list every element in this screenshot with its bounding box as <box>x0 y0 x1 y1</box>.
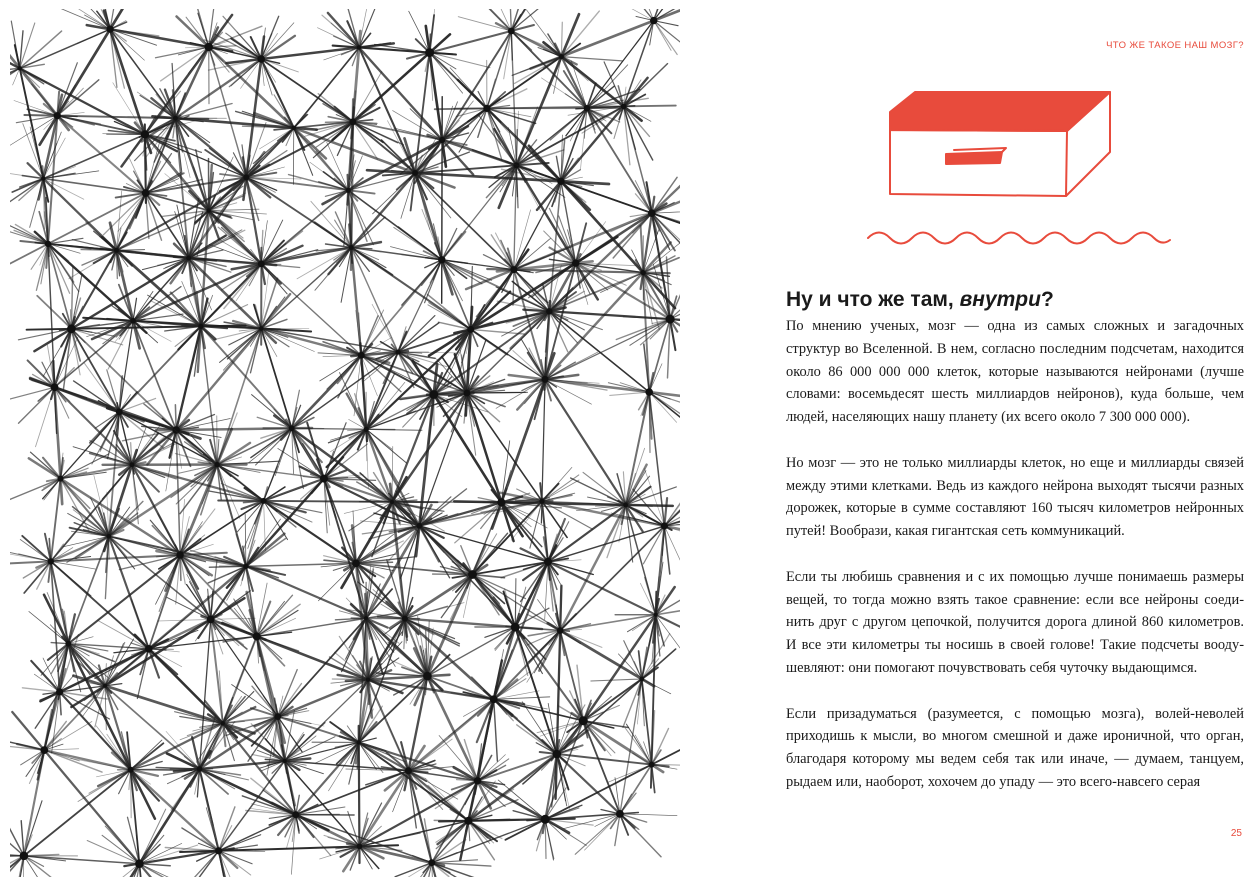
paragraph: Если призадуматься (разумеется, с помощью мозга), волей-неволей приходишь к мысли, во многом смешной и даже ироничной, что орган, благодаря которому мы ведем себя так или иначе, — думаем, танцуем, рыдаем или, наоборот, хохочем до упаду — это всего-навсего серая <box>786 705 1244 790</box>
drawer-box-illustration <box>860 84 1190 254</box>
paragraph: По мнению ученых, мозг — одна из самых сложных и загадочных структур во Вселенной. В нем, согласно последним подсчетам, находится около 86 000 000 000 клеток, которые называются нейронами (лучше словами: восемьдесят шесть миллиардов нейронов), куда больше, чем людей, населяющих нашу планету (их всего около 7 300 000 000). <box>786 318 1244 426</box>
neuron-network-illustration <box>10 9 680 877</box>
heading-emphasis: внутри <box>959 288 1041 311</box>
running-head: ЧТО ЖЕ ТАКОЕ НАШ МОЗГ? <box>1106 40 1244 51</box>
body-text <box>786 315 1244 817</box>
neuron-network-drawing <box>10 9 680 877</box>
section-heading: Ну и что же там, внутри? <box>786 288 1054 311</box>
paragraph: Но мозг — это не только миллиарды клеток, но еще и миллиарды связей между этими клетками. Ведь из каждого нейрона выходят тысячи разных дорожек, которые в сумме составляют 160 тысяч километров нейронных путей! Вообрази, какая гигантская сеть коммуникаций. <box>786 454 1244 540</box>
right-page <box>690 0 1260 887</box>
page-number: 25 <box>1230 828 1242 839</box>
paragraph: Если ты любишь сравнения и с их помощью лучше понимаешь размеры вещей, то тогда можно взять такое сравнение: если все нейроны соединить друг с другом цепочкой, получится дорога длиной 860 километров. И все эти километры ты носишь в своей голове! Такие подсчеты воодушевляют: они помогают почувствовать себя чуточку выдающимся. <box>786 568 1244 676</box>
